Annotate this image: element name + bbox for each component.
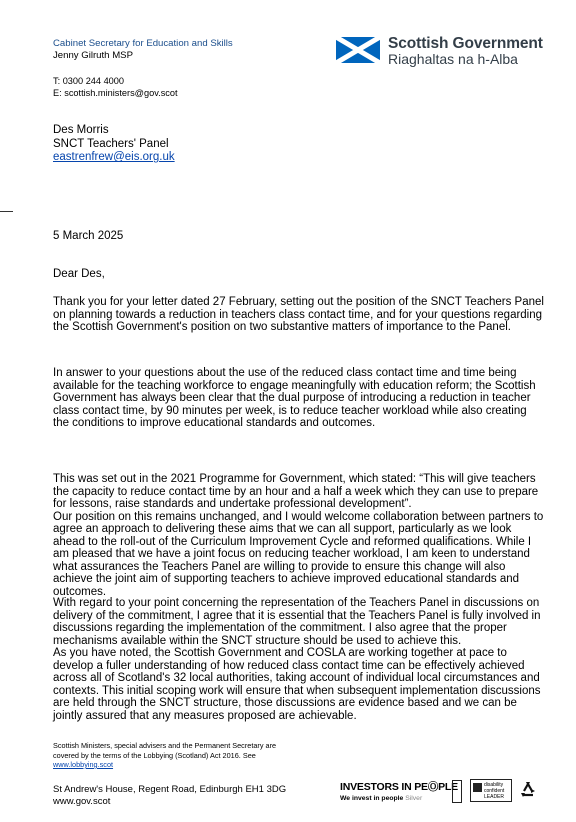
disability-confident-icon: [473, 783, 482, 792]
paragraph-text: This was set out in the 2021 Programme for Government, which stated: “This will give teachers the capacity to reduce contact time by an hour and a half a week which they can use to prepare for lessons, raise standards and undertake professional development”.: [53, 473, 539, 511]
recipient-email-link[interactable]: eastrenfrew@eis.org.uk: [53, 151, 175, 164]
fold-mark: [0, 211, 13, 212]
iip-title: INVESTORS IN PEⓄPLE: [340, 781, 458, 793]
lobbying-line: Scottish Ministers, special advisers and the Permanent Secretary are: [53, 741, 277, 750]
salutation: Dear Des,: [53, 268, 105, 280]
saltire-flag-icon: [336, 37, 380, 63]
footer-address-block: [53, 784, 286, 808]
dc-line: disability: [484, 782, 504, 788]
body-paragraph-2: [53, 367, 545, 430]
paragraph-text: Thank you for your letter dated 27 February, setting out the position of the SNCT Teachers Panel on planning towards a reduction in teachers class contact time, and for your questions regarding the Scottish Government's position on two substantive matters of importance to the Panel.: [53, 296, 544, 334]
footer-website: www.gov.scot: [53, 796, 111, 807]
body-paragraph-3: [53, 473, 545, 598]
letter-date: 5 March 2025: [53, 230, 124, 242]
sender-phone: T: 0300 244 4000: [53, 76, 125, 86]
dc-line: confident: [484, 788, 505, 794]
recipient-name: Des Morris: [53, 124, 109, 136]
paragraph-text: In answer to your questions about the use of the reduced class contact time and time being available for the teaching workforce to engage meaningfully with education reform; the Scottish Government has always been clear that the dual purpose of introducing a reduction in teacher class contact time, by 90 minutes per week, is to reduce teacher workload while also creating the conditions to improve educational standards and outcomes.: [53, 367, 536, 430]
footer-address: St Andrew's House, Regent Road, Edinburgh EH1 3DG: [53, 784, 287, 795]
sender-block: [53, 38, 233, 62]
body-paragraph-4: [53, 597, 545, 722]
sender-contact: [53, 76, 178, 99]
recycle-icon: [518, 781, 538, 801]
logo-gaelic: Riaghaltas na h-Alba: [388, 51, 518, 67]
disability-confident-badge: [470, 779, 512, 802]
sender-name: Jenny Gilruth MSP: [53, 50, 133, 61]
iip-level: Silver: [405, 795, 423, 802]
scottish-government-logo: [336, 34, 546, 68]
iip-tagline: We invest in people: [340, 795, 404, 802]
investors-in-people-badge: [340, 779, 458, 802]
lobbying-notice: [53, 741, 276, 770]
dc-text: [484, 782, 504, 800]
lobbying-link[interactable]: www.lobbying.scot: [53, 760, 114, 769]
iip-emblem: [452, 780, 462, 803]
recipient-org: SNCT Teachers' Panel: [53, 137, 169, 150]
lobbying-line: covered by the terms of the Lobbying (Scotland) Act 2016. See: [53, 750, 256, 760]
body-paragraph-1: [53, 296, 545, 334]
dc-line: LEADER: [484, 794, 505, 800]
paragraph-text: Our position on this remains unchanged, and I would welcome collaboration between partners to agree an approach to delivering these aims that we can all support, particularly as we look ahead to the roll-out of the Curriculum Improvement Cycle and reformed qualifications. While I am pleased that we have a joint focus on reducing teacher workload, I am keen to understand what assurances the Teachers Panel are willing to provide to ensure this change will also achieve the joint aim of supporting teachers to achieve improved educational standards and outcomes.: [53, 510, 544, 598]
recipient-block: [53, 124, 175, 165]
iip-tagline-row: [340, 795, 458, 802]
paragraph-text: As you have noted, the Scottish Government and COSLA are working together at pace to develop a fuller understanding of how reduced class contact time can be effectively achieved across all of Scotland's 32 local authorities, taking account of individual local circumstances and contexts. This initial scoping work will ensure that when subsequent implementation discussions are held through the SNCT structure, those discussions are evidence based and we can be jointly assured that any measures proposed are achievable.: [53, 647, 541, 722]
sender-role: Cabinet Secretary for Education and Skills: [53, 38, 233, 49]
paragraph-text: With regard to your point concerning the representation of the Teachers Panel in discussions on delivery of the commitment, I agree that it is essential that the Teachers Panel is fully involved in discussions regarding the implementation of the commitment. I also agree that the proper mechanisms available within the SNCT structure should be used to achieve this.: [53, 597, 541, 647]
logo-english: Scottish Government: [388, 35, 543, 52]
sender-email: E: scottish.ministers@gov.scot: [53, 87, 178, 98]
